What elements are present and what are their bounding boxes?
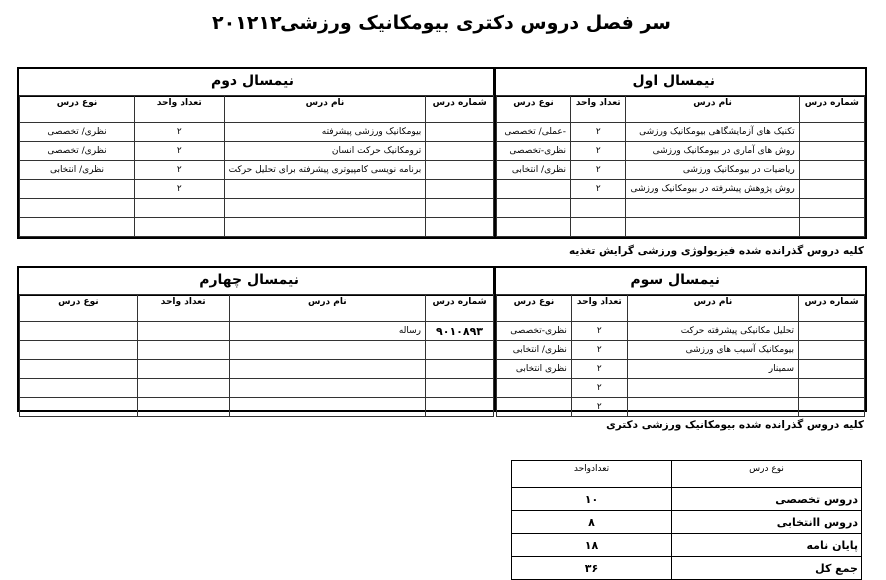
course-name: رساله bbox=[229, 322, 425, 341]
course-type bbox=[497, 180, 571, 199]
col-course-name: نام درس bbox=[224, 96, 426, 123]
summary-units: ۱۰ bbox=[512, 488, 672, 511]
col-course-no: شماره درس bbox=[799, 96, 864, 123]
course-type bbox=[20, 341, 138, 360]
course-units bbox=[134, 199, 224, 218]
course-no bbox=[426, 199, 494, 218]
page-header bbox=[0, 8, 886, 38]
course-type bbox=[497, 199, 571, 218]
course-name: بیومکانیک ورزشی پیشرفته bbox=[224, 123, 426, 142]
course-type bbox=[20, 360, 138, 379]
course-name bbox=[224, 180, 426, 199]
course-units: ۲ bbox=[571, 180, 626, 199]
course-no bbox=[799, 398, 865, 417]
table-row bbox=[20, 161, 494, 180]
note-prerequisites-physiology: کلیه دروس گذرانده شده فیزیولوژی ورزشی گرایش تغذیه bbox=[569, 245, 864, 257]
summary-col-units: تعدادواحد bbox=[512, 461, 672, 488]
course-name: بیومکانیک آسیب های ورزشی bbox=[627, 341, 798, 360]
summary-type: دروس اانتخابی bbox=[672, 511, 862, 534]
course-name bbox=[626, 218, 799, 237]
note-prerequisites-biomechanics: کلیه دروس گذرانده شده بیومکانیک ورزشی دکتری bbox=[606, 419, 864, 431]
course-units: ۲ bbox=[571, 398, 627, 417]
units-summary-table bbox=[511, 460, 862, 580]
course-name bbox=[229, 398, 425, 417]
semester-1-title-text: نیمسال اول bbox=[632, 73, 715, 89]
course-name: تکنیک های آزمایشگاهی بیومکانیک ورزشی bbox=[626, 123, 799, 142]
course-name: تحلیل مکانیکی پیشرفته حرکت bbox=[627, 322, 798, 341]
course-units: ۲ bbox=[571, 123, 626, 142]
course-units: ۲ bbox=[134, 123, 224, 142]
course-type: نظری/ تخصصی bbox=[20, 142, 135, 161]
col-units: تعداد واحد bbox=[134, 96, 224, 123]
course-no bbox=[799, 341, 865, 360]
col-course-name: نام درس bbox=[229, 295, 425, 322]
summary-type: پایان نامه bbox=[672, 534, 862, 557]
table-row bbox=[497, 322, 865, 341]
summary-row bbox=[512, 488, 862, 511]
course-no bbox=[799, 123, 864, 142]
course-no bbox=[799, 161, 864, 180]
page-title: سر فصل دروس دکتری بیومکانیک ورزشی bbox=[280, 12, 671, 34]
course-units bbox=[571, 218, 626, 237]
course-no bbox=[426, 161, 494, 180]
course-name bbox=[627, 398, 798, 417]
course-units bbox=[137, 398, 229, 417]
course-no bbox=[799, 360, 865, 379]
table-row bbox=[497, 142, 865, 161]
course-units bbox=[137, 379, 229, 398]
course-type bbox=[20, 199, 135, 218]
table-row bbox=[497, 360, 865, 379]
table-row bbox=[20, 142, 494, 161]
table-row bbox=[20, 398, 494, 417]
course-no bbox=[426, 123, 494, 142]
table-row bbox=[497, 123, 865, 142]
summary-col-type: نوع درس bbox=[672, 461, 862, 488]
table-row bbox=[497, 398, 865, 417]
course-type bbox=[497, 218, 571, 237]
course-type bbox=[497, 379, 572, 398]
course-units bbox=[137, 341, 229, 360]
course-name bbox=[626, 199, 799, 218]
course-name: ریاضیات در بیومکانیک ورزشی bbox=[626, 161, 799, 180]
semester-1-title bbox=[496, 69, 865, 97]
course-no bbox=[799, 379, 865, 398]
course-type bbox=[20, 398, 138, 417]
col-units: تعداد واحد bbox=[137, 295, 229, 322]
course-units bbox=[137, 360, 229, 379]
course-type: نظری/ انتخابی bbox=[497, 161, 571, 180]
summary-row bbox=[512, 511, 862, 534]
course-type: -عملی/ تخصصی bbox=[497, 123, 571, 142]
semester-3-title-text: نیمسال سوم bbox=[630, 272, 720, 288]
course-units: ۲ bbox=[571, 161, 626, 180]
course-units: ۲ bbox=[571, 322, 627, 341]
course-units: ۲ bbox=[134, 161, 224, 180]
semester-2-title bbox=[19, 69, 494, 97]
table-row bbox=[497, 199, 865, 218]
course-units bbox=[134, 218, 224, 237]
table-row bbox=[20, 218, 494, 237]
course-name bbox=[229, 341, 425, 360]
summary-units: ۸ bbox=[512, 511, 672, 534]
course-units: ۲ bbox=[134, 180, 224, 199]
col-course-name: نام درس bbox=[627, 295, 798, 322]
course-name bbox=[229, 360, 425, 379]
semester-1-table bbox=[496, 95, 865, 237]
course-units: ۲ bbox=[571, 341, 627, 360]
col-course-type: نوع درس bbox=[497, 295, 572, 322]
col-course-type: نوع درس bbox=[497, 96, 571, 123]
course-no bbox=[426, 341, 494, 360]
table-row bbox=[497, 379, 865, 398]
col-course-no: شماره درس bbox=[426, 295, 494, 322]
course-no bbox=[426, 398, 494, 417]
summary-units: ۳۶ bbox=[512, 557, 672, 580]
semester-2-panel bbox=[19, 69, 494, 237]
course-name: برنامه نویسی کامپیوتری پیشرفته برای تحلیل حرکت bbox=[224, 161, 426, 180]
course-units: ۲ bbox=[134, 142, 224, 161]
semester-1-panel bbox=[496, 69, 865, 237]
course-units: ۲ bbox=[571, 142, 626, 161]
semester-4-table bbox=[19, 294, 494, 417]
table-row bbox=[20, 199, 494, 218]
table-row bbox=[497, 161, 865, 180]
semester-4-title bbox=[19, 268, 494, 296]
course-type: نظری/ انتخابی bbox=[497, 341, 572, 360]
course-no bbox=[426, 379, 494, 398]
course-name bbox=[229, 379, 425, 398]
course-units bbox=[137, 322, 229, 341]
col-course-no: شماره درس bbox=[799, 295, 865, 322]
course-type bbox=[20, 322, 138, 341]
semester-2-table bbox=[19, 95, 494, 237]
semester-4-panel bbox=[19, 268, 494, 410]
course-type bbox=[497, 398, 572, 417]
table-row bbox=[20, 322, 494, 341]
table-row bbox=[497, 180, 865, 199]
course-name bbox=[627, 379, 798, 398]
course-name bbox=[224, 199, 426, 218]
course-no bbox=[799, 322, 865, 341]
table-row bbox=[20, 180, 494, 199]
table-row bbox=[20, 123, 494, 142]
course-units: ۲ bbox=[571, 379, 627, 398]
course-no: ۹۰۱۰۸۹۳ bbox=[426, 322, 494, 341]
course-name: سمینار bbox=[627, 360, 798, 379]
program-code: ۲۰۱۲۱۲ bbox=[212, 12, 282, 34]
col-course-no: شماره درس bbox=[426, 96, 494, 123]
col-units: تعداد واحد bbox=[571, 295, 627, 322]
course-name: ترومکانیک حرکت انسان bbox=[224, 142, 426, 161]
summary-row bbox=[512, 557, 862, 580]
col-course-type: نوع درس bbox=[20, 96, 135, 123]
course-type: نظری-تخصصی bbox=[497, 142, 571, 161]
col-course-name: نام درس bbox=[626, 96, 799, 123]
course-name: روش پژوهش پیشرفته در بیومکانیک ورزشی bbox=[626, 180, 799, 199]
course-no bbox=[799, 180, 864, 199]
col-course-type: نوع درس bbox=[20, 295, 138, 322]
semesters-1-2-block bbox=[17, 67, 867, 239]
course-name bbox=[224, 218, 426, 237]
semester-3-table bbox=[496, 294, 865, 417]
course-type bbox=[20, 218, 135, 237]
course-no bbox=[799, 199, 864, 218]
summary-type: دروس تخصصی bbox=[672, 488, 862, 511]
table-row bbox=[20, 341, 494, 360]
table-row bbox=[497, 218, 865, 237]
semester-3-panel bbox=[496, 268, 865, 410]
semester-2-title-text: نیمسال دوم bbox=[210, 73, 294, 89]
semesters-3-4-block bbox=[17, 266, 867, 412]
course-no bbox=[799, 142, 864, 161]
col-units: تعداد واحد bbox=[571, 96, 626, 123]
course-no bbox=[799, 218, 864, 237]
summary-row bbox=[512, 534, 862, 557]
table-row bbox=[497, 341, 865, 360]
course-no bbox=[426, 142, 494, 161]
course-no bbox=[426, 180, 494, 199]
course-no bbox=[426, 218, 494, 237]
course-name: روش های آماری در بیومکانیک ورزشی bbox=[626, 142, 799, 161]
course-type: نظری-تخصصی bbox=[497, 322, 572, 341]
semester-3-title bbox=[496, 268, 865, 296]
table-row bbox=[20, 360, 494, 379]
course-type bbox=[20, 180, 135, 199]
summary-type: جمع کل bbox=[672, 557, 862, 580]
course-type: نظری/ انتخابی bbox=[20, 161, 135, 180]
course-no bbox=[426, 360, 494, 379]
table-row bbox=[20, 379, 494, 398]
course-type bbox=[20, 379, 138, 398]
summary-units: ۱۸ bbox=[512, 534, 672, 557]
course-type: نظری انتخابی bbox=[497, 360, 572, 379]
course-units bbox=[571, 199, 626, 218]
course-type: نظری/ تخصصی bbox=[20, 123, 135, 142]
semester-4-title-text: نیمسال چهارم bbox=[199, 272, 299, 288]
course-units: ۲ bbox=[571, 360, 627, 379]
